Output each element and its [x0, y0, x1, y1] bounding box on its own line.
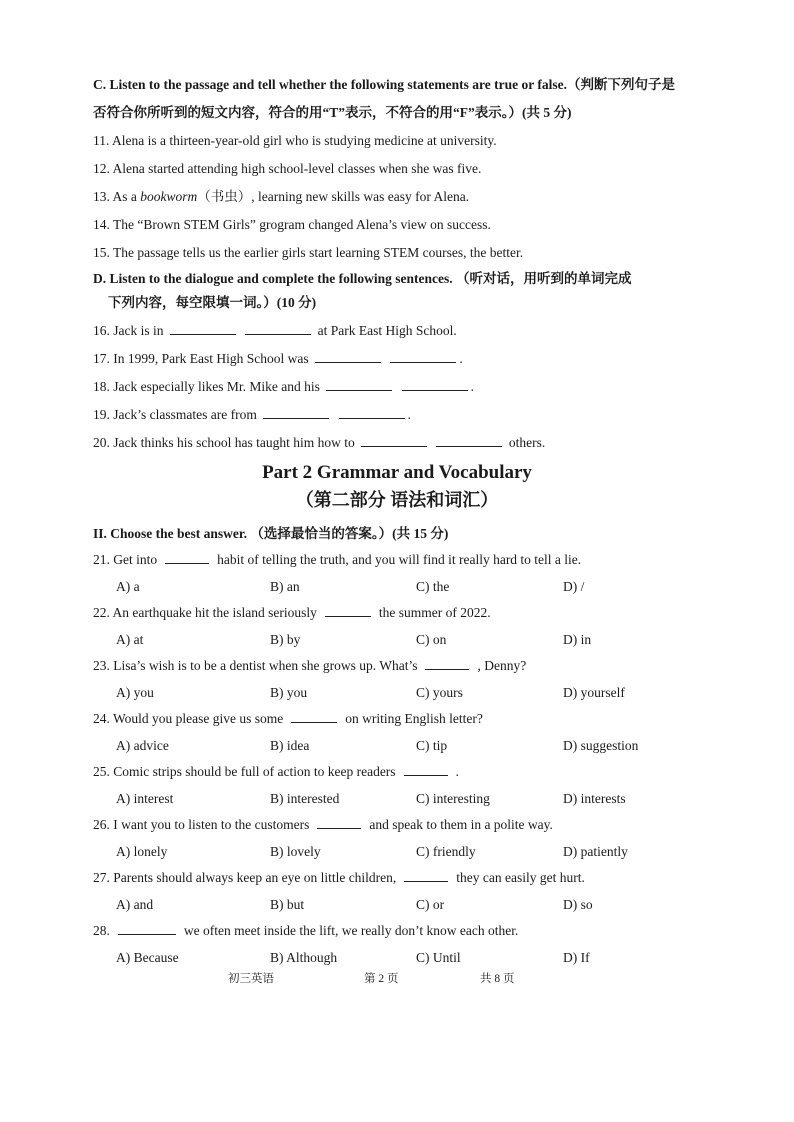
answer-option[interactable]: D) / [563, 579, 585, 594]
answer-blank[interactable] [404, 763, 448, 776]
answer-option[interactable]: C) tip [416, 738, 448, 753]
question-13-italic-word: bookworm [140, 189, 198, 204]
question-18-tail: . [470, 379, 474, 394]
mc-question-tail: habit of telling the truth, and you will find it really hard to tell a lie. [217, 552, 582, 567]
part2-title: Part 2 Grammar and Vocabulary [262, 462, 532, 483]
answer-option[interactable]: C) or [416, 897, 445, 912]
footer-page-number: 第 2 页 [364, 973, 399, 985]
question-17-text: 17. In 1999, Park East High School was [93, 351, 309, 366]
mc-question [93, 657, 526, 675]
question-20-text: 20. Jack thinks his school has taught him how to [93, 435, 355, 450]
answer-option[interactable]: D) interests [563, 791, 626, 806]
question-19-tail: . [407, 407, 411, 422]
mc-question [93, 604, 491, 622]
answer-option[interactable]: B) interested [270, 791, 340, 806]
answer-blank[interactable] [165, 551, 209, 564]
mc-question-tail: on writing English letter? [345, 711, 483, 726]
answer-option[interactable]: B) idea [270, 738, 310, 753]
mc-question-stem: 23. Lisa’s wish is to be a dentist when she grows up. What’s [93, 658, 418, 673]
answer-blank[interactable] [317, 816, 361, 829]
mc-question [93, 869, 585, 887]
question-17 [93, 350, 463, 368]
mc-question-stem: 28. [93, 923, 110, 938]
answer-blank[interactable] [245, 322, 311, 335]
answer-option[interactable]: D) so [563, 897, 593, 912]
answer-option[interactable]: B) you [270, 685, 308, 700]
answer-blank[interactable] [402, 378, 468, 391]
answer-option[interactable]: D) in [563, 632, 592, 647]
answer-option[interactable]: A) at [116, 632, 144, 647]
answer-blank[interactable] [425, 657, 469, 670]
mc-question-tail: , Denny? [477, 658, 527, 673]
answer-blank[interactable] [390, 350, 456, 363]
section-ii-heading: II. Choose the best answer. （选择最恰当的答案。）(共 15 分) [93, 526, 449, 541]
answer-blank[interactable] [436, 434, 502, 447]
mc-question-tail: and speak to them in a polite way. [369, 817, 553, 832]
question-13-prefix: 13. As a [93, 189, 141, 204]
answer-option[interactable]: A) and [116, 897, 154, 912]
question-20-tail: others. [508, 435, 546, 450]
mc-question [93, 816, 553, 834]
question-13-rest: （书虫）, learning new skills was easy for Alena. [197, 189, 470, 204]
answer-blank[interactable] [404, 869, 448, 882]
question-17-tail: . [459, 351, 463, 366]
question-18 [93, 378, 474, 396]
section-d-heading-line1: D. Listen to the dialogue and complete the following sentences. （听对话，用听到的单词完成 [93, 271, 632, 286]
section-c-heading-line2: 否符合你所听到的短文内容，符合的用“T”表示，不符合的用“F”表示。）(共 5 分) [93, 105, 572, 120]
part2-subtitle: （第二部分 语法和词汇） [295, 490, 499, 510]
answer-option[interactable]: D) patiently [563, 844, 628, 859]
mc-question [93, 551, 581, 569]
answer-blank[interactable] [291, 710, 337, 723]
answer-option[interactable]: B) an [270, 579, 300, 594]
answer-blank[interactable] [325, 604, 371, 617]
question-13 [93, 188, 469, 206]
question-19 [93, 406, 411, 424]
answer-option[interactable]: A) advice [116, 738, 169, 753]
question-16-tail: at Park East High School. [317, 323, 457, 338]
answer-option[interactable]: D) suggestion [563, 738, 639, 753]
mc-question-stem: 26. I want you to listen to the customers [93, 817, 310, 832]
answer-option[interactable]: B) lovely [270, 844, 321, 859]
section-d-heading-line2: 下列内容，每空限填一词。）(10 分) [108, 295, 317, 310]
mc-question-stem: 25. Comic strips should be full of action to keep readers [93, 764, 396, 779]
answer-option[interactable]: C) the [416, 579, 450, 594]
answer-option[interactable]: B) but [270, 897, 305, 912]
mc-question-tail: they can easily get hurt. [456, 870, 585, 885]
answer-option[interactable]: D) yourself [563, 685, 625, 700]
answer-option[interactable]: A) lonely [116, 844, 168, 859]
question-20 [93, 434, 545, 452]
answer-option[interactable]: A) Because [116, 950, 179, 965]
mc-question-stem: 27. Parents should always keep an eye on little children, [93, 870, 397, 885]
question-15: 15. The passage tells us the earlier girls start learning STEM courses, the better. [93, 245, 524, 260]
answer-option[interactable]: B) Although [270, 950, 338, 965]
answer-option[interactable]: A) a [116, 579, 140, 594]
question-14: 14. The “Brown STEM Girls” grogram changed Alena’s view on success. [93, 217, 491, 232]
answer-option[interactable]: C) on [416, 632, 447, 647]
mc-question-stem: 21. Get into [93, 552, 158, 567]
mc-question-stem: 24. Would you please give us some [93, 711, 284, 726]
mc-question-tail: we often meet inside the lift, we really don’t know each other. [183, 923, 519, 938]
answer-option[interactable]: C) Until [416, 950, 461, 965]
answer-blank[interactable] [118, 922, 176, 935]
question-19-text: 19. Jack’s classmates are from [93, 407, 257, 422]
answer-option[interactable]: C) friendly [416, 844, 476, 859]
mc-question-tail: . [455, 764, 459, 779]
answer-blank[interactable] [170, 322, 236, 335]
answer-option[interactable]: A) you [116, 685, 154, 700]
footer-subject: 初三英语 [228, 973, 274, 985]
question-16 [93, 322, 457, 340]
question-16-text: 16. Jack is in [93, 323, 164, 338]
answer-option[interactable]: C) yours [416, 685, 463, 700]
answer-blank[interactable] [263, 406, 329, 419]
footer-total-pages: 共 8 页 [480, 973, 515, 985]
mc-question-stem: 22. An earthquake hit the island seriously [93, 605, 317, 620]
answer-blank[interactable] [339, 406, 405, 419]
question-12: 12. Alena started attending high school-level classes when she was five. [93, 161, 482, 176]
mc-question [93, 710, 483, 728]
answer-option[interactable]: B) by [270, 632, 301, 647]
mc-question [93, 763, 459, 781]
section-c-heading-line1: C. Listen to the passage and tell whether the following statements are true or false.（判断下列句子是 [93, 77, 675, 92]
mc-question [93, 922, 518, 940]
answer-blank[interactable] [315, 350, 381, 363]
question-18-text: 18. Jack especially likes Mr. Mike and his [93, 379, 320, 394]
mc-question-tail: the summer of 2022. [378, 605, 491, 620]
answer-option[interactable]: C) interesting [416, 791, 490, 806]
answer-option[interactable]: A) interest [116, 791, 174, 806]
answer-option[interactable]: D) If [563, 950, 590, 965]
question-11: 11. Alena is a thirteen-year-old girl who is studying medicine at university. [93, 133, 497, 148]
answer-blank[interactable] [326, 378, 392, 391]
answer-blank[interactable] [361, 434, 427, 447]
